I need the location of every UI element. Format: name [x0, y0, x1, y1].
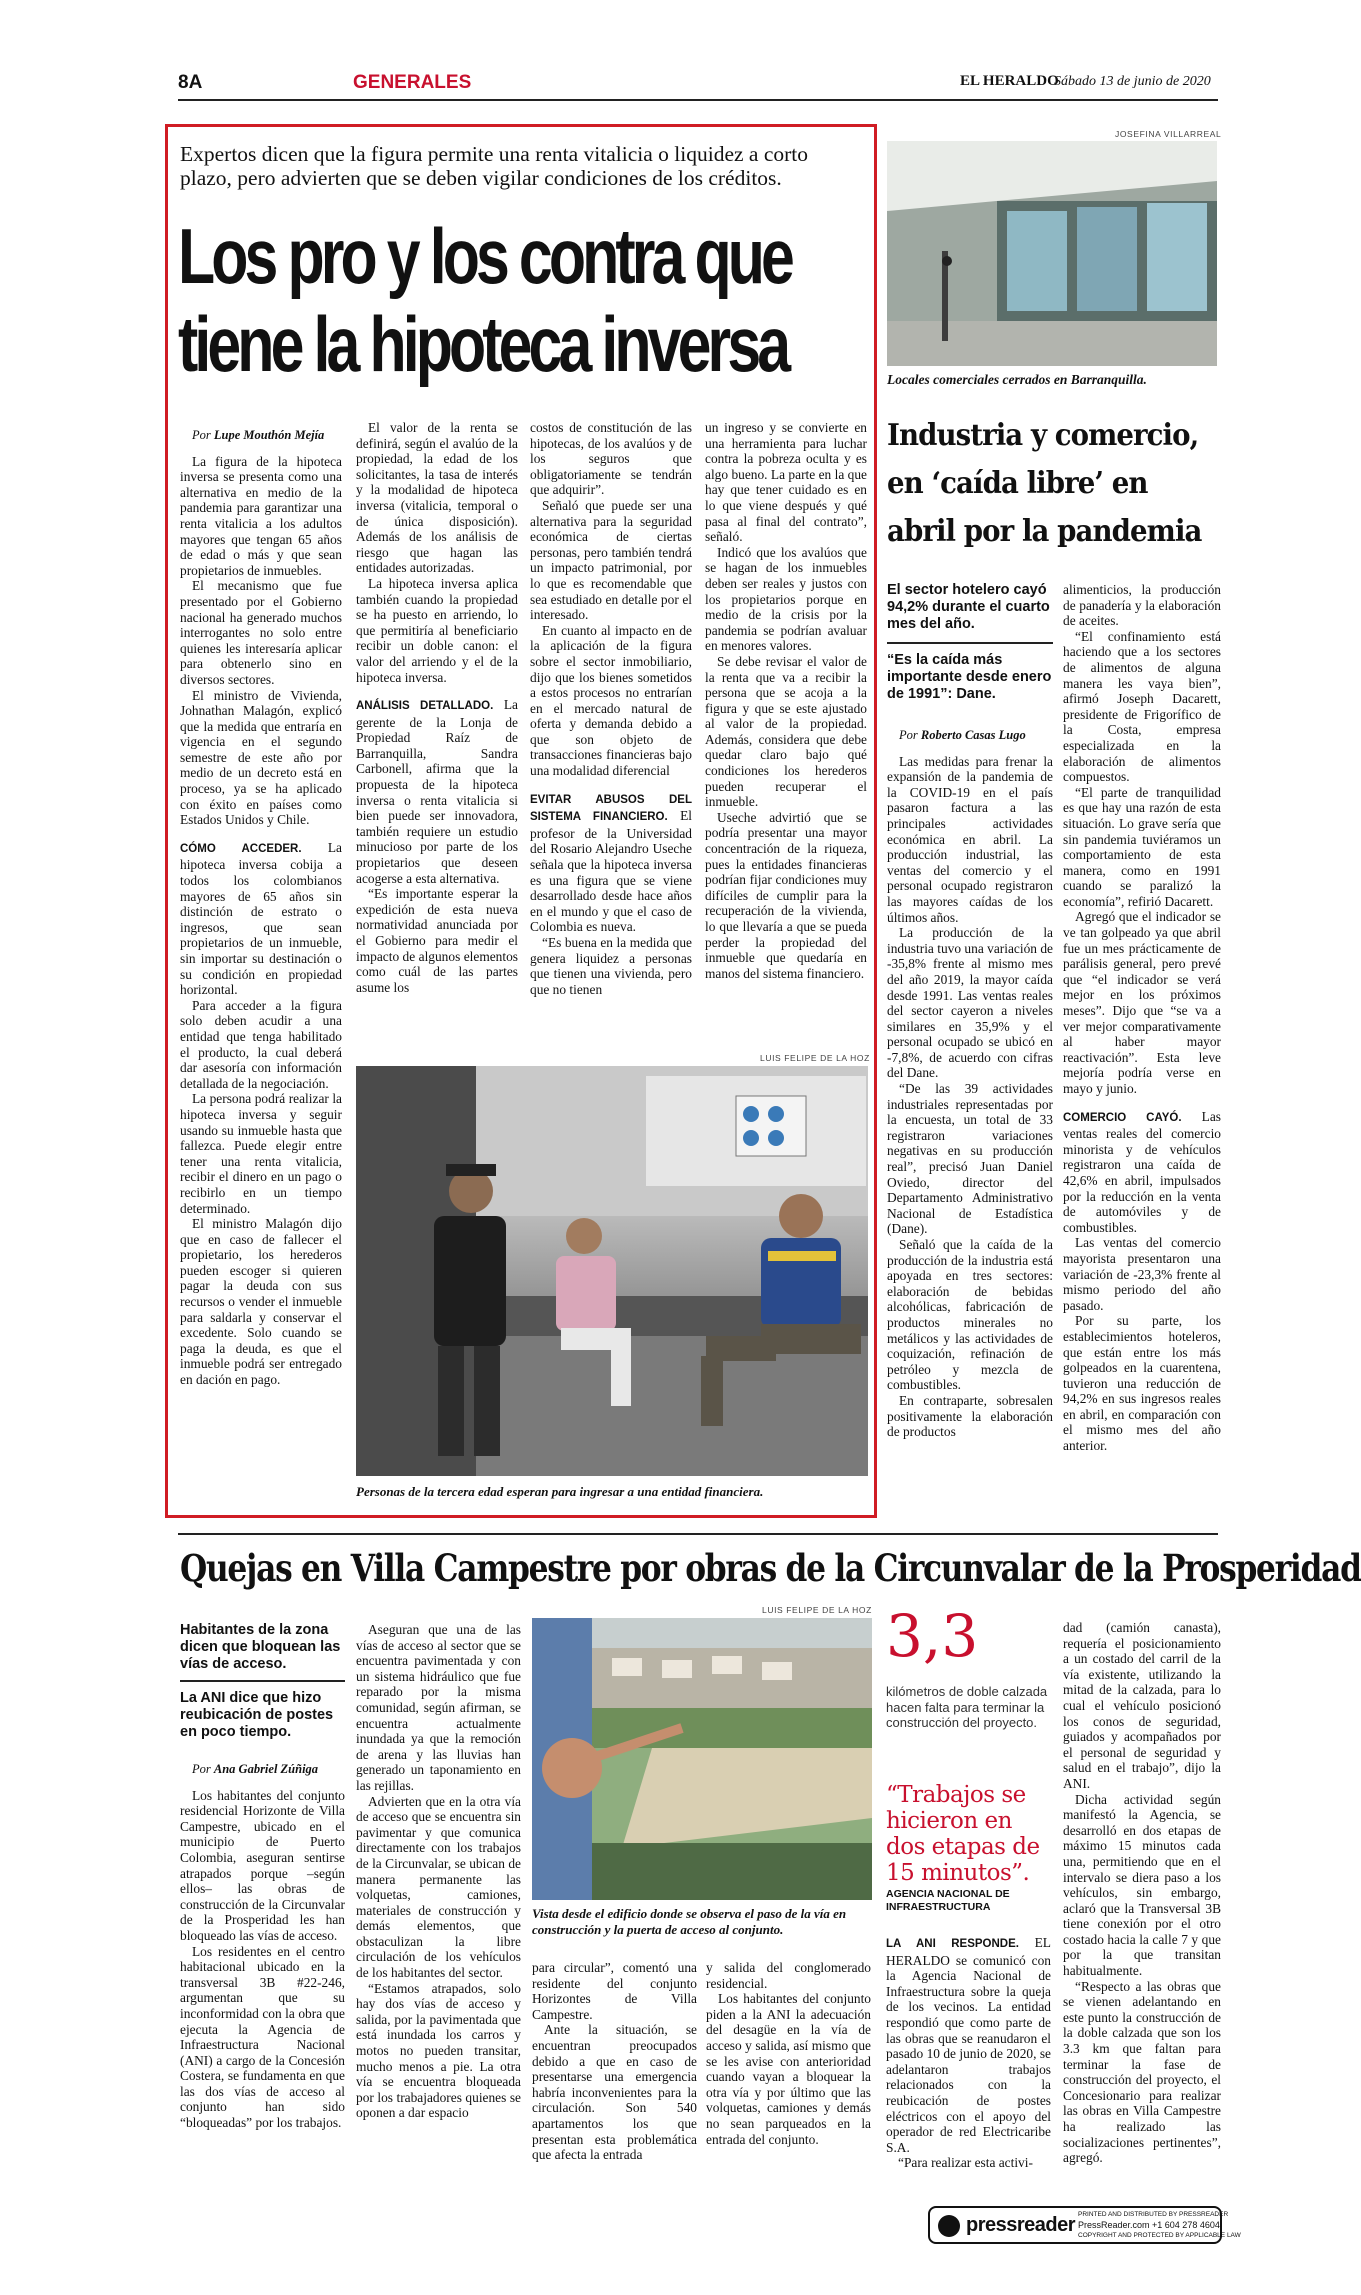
side-column-1 — [887, 722, 1053, 1497]
byline-author: Roberto Casas Lugo — [920, 728, 1026, 742]
side-photo — [887, 141, 1217, 366]
pressreader-icon — [938, 2215, 960, 2237]
paragraph: La figura de la hipoteca inversa se presenta como una alternativa en medio de la pandemia para garantizar una renta vitalicia a los adultos mayores que tengan 65 años de edad o más y que sean propietarios de inmuebles. — [180, 453, 342, 578]
paragraph: En contraparte, sobresalen positivamente la elaboración de productos — [887, 1392, 1053, 1440]
side-column-2 — [1063, 582, 1221, 1497]
side-photo-caption: Locales comerciales cerrados en Barranquilla. — [887, 372, 1147, 387]
page-number: 8A — [178, 72, 203, 93]
pressreader-line2: PressReader.com +1 604 278 4604 — [1078, 2220, 1220, 2230]
side-highlight-2: “Es la caída más importante desde enero de 1991”: Dane. — [887, 652, 1052, 702]
bottom-photo — [532, 1618, 872, 1900]
paragraph: El ministro de Vivienda, Johnathan Malagón, explicó que la medida que entraría en vigencia en el segundo semestre de este año por medio de un decreto está en proceso, ya se ha aplicado con éxito en países como Estados Unidos y Chile. — [180, 687, 342, 828]
byline-author: Ana Gabriel Zúñiga — [213, 1762, 319, 1776]
bottom-headline: Quejas en Villa Campestre por obras de la Circunvalar de la Prosperidad — [180, 1546, 1361, 1590]
main-photo-credit: LUIS FELIPE DE LA HOZ — [760, 1053, 870, 1063]
paragraph: Dicha actividad según manifestó la Agencia, se desarrolló en dos etapas de máximo 15 minutos cada una, permitiendo que en el intervalo se diera paso a los vehículos, sin embargo, aclaró que la Transversal 3B tiene conexión por el otro costado hacia la calle 7 y que por la que transitan habitualmente. — [1063, 1791, 1221, 1979]
paragraph: La hipoteca inversa aplica también cuando la propiedad se ha puesto en arriendo, lo que permitiría al beneficiario recibir un doble canon: el valor del arriendo y el de la hipoteca inversa. — [356, 575, 518, 685]
main-photo-caption: Personas de la tercera edad esperan para ingresar a una entidad financiera. — [356, 1484, 764, 1499]
pressreader-line3: COPYRIGHT AND PROTECTED BY APPLICABLE LAW — [1078, 2232, 1241, 2239]
side-photo-credit: JOSEFINA VILLARREAL — [1115, 129, 1222, 139]
paragraph: Advierten que en la otra vía de acceso que se encuentra sin pavimentar y que comunica directamente con los trabajos de la Circunvalar, se ubican de manera permanente las volquetas, camiones, materiales de construcción y demás elementos, que obstaculizan la libre circulación de los vehículos de los habitantes del sector. — [356, 1793, 521, 1981]
paragraph: Para acceder a la figura solo deben acudir a una entidad que tenga habilitado el producto, la cual deberá dar asesoría con información detallada de la negociación. — [180, 997, 342, 1091]
paragraph: El valor de la renta se definirá, según el avalúo de la propiedad, la edad de los solicitantes, la tasa de interés y la modalidad de hipoteca inversa (vitalicia, temporal o de única disposición). Además de los análisis de riesgo que hagan las entidades autorizadas. — [356, 420, 518, 576]
pressreader-logo: pressreader — [966, 2214, 1076, 2236]
paragraph: Las ventas reales del comercio minorista y de vehículos registraron una caída de 42,6% en abril, impulsados por la reducción en la venta de automóviles y de combustibles. — [1063, 1108, 1221, 1235]
pressreader-badge[interactable] — [928, 2206, 1241, 2244]
stat-number: 3,3 — [886, 1602, 979, 1670]
main-column-2 — [356, 420, 518, 1045]
paragraph: Los habitantes del conjunto residencial Horizonte de Villa Campestre, ubicado en el municipio de Puerto Colombia, aseguran sentirse atrapados porque –según ellos– las obras de construcción de la Circunvalar de la Prosperidad les han bloqueado las vías de acceso. — [180, 1787, 345, 1943]
paragraph: “Para realizar esta activi- — [898, 2155, 1033, 2171]
paragraph: “De las 39 actividades industriales representadas por la encuesta, un total de 33 registraron variaciones negativas en su producción real”, precisó Juan Daniel Oviedo, director del Departamento Administrativo Nacional de Estadística (Dane). — [887, 1081, 1053, 1237]
quote-source: AGENCIA NACIONAL DE INFRAESTRUCTURA — [886, 1888, 1010, 1913]
paragraph: La producción de la industria tuvo una variación de -35,8% frente al mismo mes del año 2019, la mayor caída desde 1991. Las ventas reales del sector cayeron a niveles similares en 35,9% y el personal ocupado se ubicó en -7,8%, de acuerdo con cifras del Dane. — [887, 925, 1053, 1081]
paragraph: El mecanismo que fue presentado por el Gobierno nacional ha generado muchos interrogantes no solo entre quienes les interesaría aplicar para obtenerlo sino en diversos sectores. — [180, 578, 342, 687]
side-headline-line3: abril por la pandemia — [887, 514, 1202, 549]
byline-prefix: Por — [192, 1762, 211, 1776]
paragraph: En cuanto al impacto en de la aplicación de la figura sobre el sector inmobiliario, dijo que los bienes sometidos a estos procesos no entrarían en el mercado natural de oferta y demanda debido a que son objeto de transacciones financieras bajo una modalidad diferencial — [530, 622, 692, 779]
paragraph: Señaló que la caída de la producción de la industria está apoyada en tres sectores: elaboración de bebidas alcohólicas, fabricación de productos minerales no metálicos y las actividades de coquización, refinación de petróleo y mezcla de combustibles. — [887, 1237, 1053, 1393]
paragraph: Señaló que puede ser una alternativa para la seguridad económica de ciertas personas, pero también tendrá un impacto patrimonial, por lo que es recomendable que sea estudiado en detalle por el interesado. — [530, 497, 692, 623]
road-construction-illustration — [532, 1618, 872, 1900]
paragraph: Los habitantes del conjunto piden a la ANI la adecuación del desagüe en la vía de acceso y salida, así mismo que se les avise con anterioridad cuando vayan a bloquear la otra vía y por último que las volquetas, camiones y demás no sean parqueados en la entrada del conjunto. — [706, 1991, 871, 2147]
highlight-divider — [887, 642, 1053, 644]
main-kicker: Expertos dicen que la figura permite una renta vitalicia o liquidez a corto plazo, pero advierten que se deben vigilar condiciones de los créditos. — [180, 142, 809, 190]
paragraph: Los residentes en el centro habitacional ubicado en la transversal 3B #22-246, argumentan que su inconformidad con la obra que ejecuta la Agencia de Infraestructura Nacional (ANI) a cargo de la Concesión Costera, se fundamenta en que las dos vías de acceso al conjunto han sido “bloqueadas” por los trabajos. — [180, 1943, 345, 2131]
subhead: ANÁLISIS DETALLADO. — [356, 700, 494, 713]
main-photo — [356, 1066, 868, 1476]
bottom-photo-credit: LUIS FELIPE DE LA HOZ — [762, 1605, 872, 1615]
paragraph: dad (camión canasta), requería el posicionamiento a un costado del carril de la vía existente, utilizando la mitad de la calzada, para lo cual el vehículo posicionó los conos de seguridad, guiados y acompañados por el personal de seguridad y salud en el trabajo”, dijo la ANI. — [1063, 1620, 1221, 1791]
byline-author: Lupe Mouthón Mejía — [213, 428, 325, 442]
byline-prefix: Por — [192, 428, 211, 442]
subhead: COMERCIO CAYÓ. — [1063, 1111, 1182, 1124]
pressreader-line1: PRINTED AND DISTRIBUTED BY PRESSREADER — [1078, 2211, 1229, 2218]
paragraph: Aseguran que una de las vías de acceso al sector que se encuentra pavimentada y con un sistema hidráulico que fue reparado por la misma comunidad, según afirman, se encuentra actualmente inundada ya que la remoción de arena y las lluvias han generado un taponamiento en las rejillas. — [356, 1622, 521, 1793]
bottom-highlight-1: Habitantes de la zona dicen que bloquean las vías de acceso. — [180, 1622, 341, 1672]
paragraph: y salida del conglomerado residencial. — [706, 1960, 871, 1991]
bottom-column-3 — [532, 1960, 697, 2200]
paragraph: La gerente de la Lonja de Propiedad Raíz de Barranquilla, Sandra Carbonell, afirma que la propuesta de la hipoteca inversa o renta vitalicia si bien puede ser innovadora, también requiere un estudio minucioso por parte de los propietarios que deseen acogerse a esta alternativa. — [356, 697, 518, 886]
paragraph: “Estamos atrapados, solo hay dos vías de acceso y salida, por la pavimentada que está inundada los carros y motos no pueden transitar, mucho menos a pie. La otra vía se encuentra bloqueada por los trabajadores quienes se oponen a dar espacio — [356, 1980, 521, 2121]
main-column-1 — [180, 422, 342, 1502]
paragraph: alimenticios, la producción de panadería y la elaboración de aceites. — [1063, 582, 1221, 629]
paragraph: Useche advirtió que se podría presentar una mayor concentración de la riqueza, pues la entidades financieras podrían fijar condiciones muy difíciles de cumplir para la recuperación de la vivienda, lo que llevaría a que se pueda perder la propiedad del inmueble que quedaría en manos del sistema financiero. — [705, 809, 867, 981]
paragraph: Ante la situación, se encuentran preocupados debido a que en caso de presentarse una emergencia habría inconvenientes para la circulación. Son 540 apartamentos los que presentan esta problemática que afecta la entrada — [532, 2022, 697, 2163]
closed-stores-illustration — [887, 141, 1217, 366]
elderly-people-illustration — [356, 1066, 868, 1476]
paragraph: “El parte de tranquilidad es que hay una razón de esta situación. Lo grave sería que sin pandemia tuviéramos un comportamiento de esta manera, como en 1991 cuando se paralizó la economía”, refirió Dacarett. — [1063, 784, 1221, 909]
section-name: GENERALES — [353, 72, 472, 93]
paragraph: El ministro Malagón dijo que en caso de fallecer el propietario, los herederos pueden escoger si quieren pagar la deuda con sus recursos o vender el inmueble para saldarla y conservar el excedente. Solo cuando se paga la deuda, es que el inmueble podrá ser entregado en dación en pago. — [180, 1216, 342, 1388]
main-headline-line1: Los pro y los contra que — [178, 212, 791, 300]
paragraph: Por su parte, los establecimientos hoteleros, que están entre los más golpeados en la cuarentena, tuvieron una reducción de 94,2% en sus ingresos reales en abril, en comparación con el mismo mes del año anterior. — [1063, 1313, 1221, 1454]
main-column-4 — [705, 420, 867, 1045]
paragraph: “Es buena en la medida que genera liquidez a personas que tienen una vivienda, pero que no tienen — [530, 935, 692, 997]
bottom-column-2 — [356, 1622, 521, 2197]
paragraph: un ingreso y se convierte en una herramienta para luchar contra la pobreza oculta y es algo bueno. La parte en la que hay que tener cuidado es en lo que viene después y qué pasa al final del contrato”, señaló. — [705, 420, 867, 545]
subhead: EVITAR ABUSOS DEL SISTEMA FINANCIERO. — [530, 793, 692, 824]
main-headline-line2: tiene la hipoteca inversa — [178, 300, 788, 388]
paragraph: Las ventas del comercio mayorista presentaron una variación de -23,3% frente al mismo periodo del año pasado. — [1063, 1235, 1221, 1313]
paragraph: “Respecto a las obras que se vienen adelantando en este punto la construcción de la doble calzada que son los 3.3 km que faltan para terminar la fase de construcción del proyecto, el Concesionario para realizar las obras en Villa Campestre ha realizado las socializaciones pertinentes”, agregó. — [1063, 1978, 1221, 2166]
paragraph: para circular”, comentó una residente del conjunto Horizontes de Villa Campestre. — [532, 1960, 697, 2022]
paragraph: Se debe revisar el valor de la renta que va a recibir la persona que se acoja a la figura y que se este ajustado al valor de la propiedad. Además, considera que debe quedar claro bajo qué condiciones los herederos pueden recuperar el inmueble. — [705, 653, 867, 810]
section-divider — [178, 1533, 1218, 1535]
issue-date: Sábado 13 de junio de 2020 — [1054, 74, 1211, 89]
main-column-3 — [530, 420, 692, 1045]
subhead: LA ANI RESPONDE. — [886, 1938, 1019, 1950]
side-headline-line2: en ‘caída libre’ en — [887, 466, 1148, 501]
paragraph: EL HERALDO se comunicó con la Agencia Nacional de Infraestructura sobre la queja de los vecinos. La entidad respondió que como parte de las obras que se reanudaron el pasado 10 de junio de 2020, se adelantaron trabajos relacionados con la reubicación de postes eléctricos con el apoyo del operador de red Electricaribe S.A. — [886, 1935, 1051, 2155]
bottom-column-1 — [180, 1756, 345, 2196]
paragraph: La persona podrá realizar la hipoteca inversa y seguir usando su inmueble hasta que fallezca. Puede elegir entre tener una renta vitalicia, recibir el dinero en un pago o recibirlo en un tiempo determinado. — [180, 1091, 342, 1216]
newspaper-name: EL HERALDO — [960, 73, 1059, 89]
side-headline-line1: Industria y comercio, — [887, 418, 1199, 453]
bottom-column-5 — [886, 1935, 1051, 2200]
paragraph: El profesor de la Universidad del Rosario Alejandro Useche señala que la hipoteca inversa es una figura que se viene desarrollado desde hace años en el mundo y que el caso de Colombia es nueva. — [530, 808, 692, 935]
paragraph: Agregó que el indicador se ve tan golpeado ya que abril fue un mes prácticamente de parálisis general, pero prevé que “el indicador se verá mejor en los próximos meses”. Dijo que “se va a ver mejor comparativamente al haber mayor reactivación”. Esta leve mejoría podría verse en mayo y junio. — [1063, 909, 1221, 1096]
stat-text: kilómetros de doble calzada hacen falta para terminar la construcción del proyecto. — [886, 1684, 1048, 1730]
highlight-divider — [180, 1680, 345, 1682]
side-highlight-1: El sector hotelero cayó 94,2% durante el cuarto mes del año. — [887, 582, 1050, 632]
bottom-photo-caption: Vista desde el edificio donde se observa el paso de la vía en construcción y la puerta de acceso al conjunto. — [532, 1906, 847, 1937]
paragraph: Las medidas para frenar la expansión de la pandemia de la COVID-19 en el país pasaron factura a las principales actividades económica en abril. La producción industrial, las ventas del comercio y el personal ocupado registraron las mayores caídas de los últimos años. — [887, 753, 1053, 925]
paragraph: La hipoteca inversa cobija a todos los colombianos mayores de 65 años sin distinción de estrato o ingresos, que sean propietarios de un inmueble, sin importar su destinación o su condición en propiedad horizontal. — [180, 839, 342, 998]
bottom-column-4 — [706, 1960, 871, 2200]
paragraph: costos de constitución de las hipotecas, de los avalúos y de los seguros que obligatoriamente se tendrán que adquirir”. — [530, 420, 692, 498]
header-rule — [178, 99, 1218, 101]
paragraph: “El confinamiento está haciendo que a los sectores de alimentos de alguna manera les vaya bien”, afirmó Joseph Dacarett, presidente de Frigorífico de la Costa, empresa especializada en la elaboración de alimentos compuestos. — [1063, 628, 1221, 785]
paragraph: Indicó que los avalúos que se hagan de los inmuebles deben ser reales y justos con los propietarios porque en medio de la crisis por la pandemia se podrían avaluar en menores valores. — [705, 544, 867, 654]
bottom-column-6 — [1063, 1620, 1221, 2200]
byline-prefix: Por — [899, 728, 918, 742]
bottom-highlight-2: La ANI dice que hizo reubicación de postes en poco tiempo. — [180, 1690, 334, 1740]
subhead: CÓMO ACCEDER. — [180, 842, 302, 855]
pull-quote: “Trabajos se hicieron en dos etapas de 15 minutos”. — [886, 1782, 1040, 1886]
paragraph: “Es importante esperar la expedición de esta nueva normatividad anunciada por el Gobierno para medir el impacto de algunos elementos como cuál de las partes asume los — [356, 886, 518, 995]
